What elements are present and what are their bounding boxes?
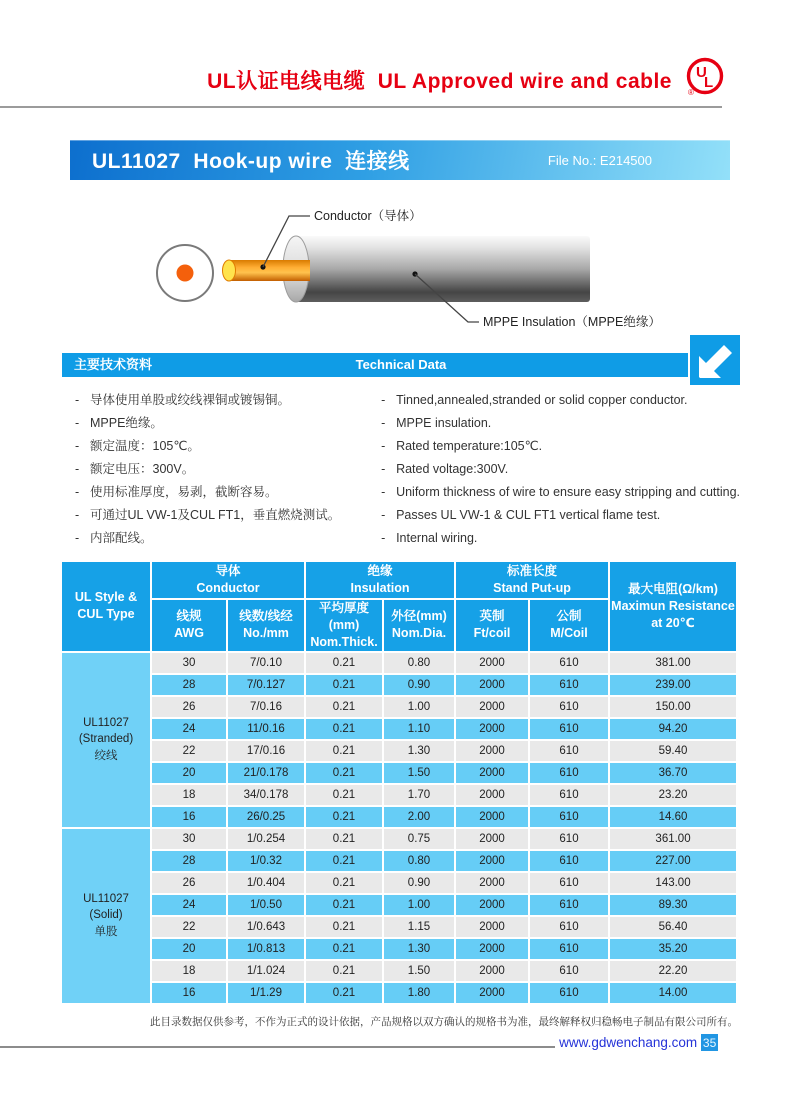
nomm-en: No./mm	[243, 626, 289, 641]
table-cell: 1/0.643	[228, 917, 304, 937]
table-cell: 2000	[456, 961, 528, 981]
table-cell: 7/0.10	[228, 653, 304, 673]
table-row	[62, 653, 736, 673]
technical-data-title-zh: 主要技术资料	[74, 357, 153, 372]
table-row	[62, 763, 736, 783]
table-cell: 610	[530, 697, 608, 717]
feature-item: - Rated temperature:105℃.	[381, 435, 740, 458]
table-cell: 1.15	[384, 917, 454, 937]
table-cell: 18	[152, 785, 226, 805]
feature-item: - 导体使用单股或绞线裸铜或镀锡铜。	[75, 389, 381, 412]
table-cell: 610	[530, 939, 608, 959]
insulation-en: Insulation	[350, 581, 410, 595]
table-cell: 0.90	[384, 873, 454, 893]
conductor-zh: 导体	[215, 564, 241, 579]
feature-item: - 额定电压：300V。	[75, 458, 381, 481]
table-cell: 610	[530, 851, 608, 871]
table-cell: 0.21	[306, 983, 382, 1003]
table-cell: 610	[530, 829, 608, 849]
table-cell: 0.21	[306, 807, 382, 827]
table-cell: 1/1.29	[228, 983, 304, 1003]
table-cell: 2000	[456, 807, 528, 827]
col-header-ft-coil	[456, 600, 528, 651]
col-header-ul-style	[62, 562, 150, 651]
table-row	[62, 719, 736, 739]
table-cell: 0.21	[306, 653, 382, 673]
table-cell: 2000	[456, 719, 528, 739]
ft-zh: 英制	[479, 609, 505, 624]
wire-body	[223, 236, 591, 302]
table-cell: 227.00	[610, 851, 736, 871]
table-cell: 0.21	[306, 851, 382, 871]
table-cell: 1/0.404	[228, 873, 304, 893]
table-cell: 610	[530, 873, 608, 893]
nomm-zh: 线数/线经	[239, 609, 293, 624]
table-cell: 30	[152, 653, 226, 673]
technical-data-title-en: Technical Data	[355, 357, 447, 372]
table-cell: 0.21	[306, 785, 382, 805]
page-footer	[0, 1031, 800, 1051]
table-cell: 1.00	[384, 895, 454, 915]
awg-en: AWG	[174, 626, 204, 641]
table-cell: 1.50	[384, 763, 454, 783]
feature-item: - MPPE insulation.	[381, 412, 740, 435]
table-cell: 22	[152, 741, 226, 761]
table-cell: 0.21	[306, 829, 382, 849]
section-label: UL11027 (Solid) 单股	[62, 829, 150, 1003]
table-cell: 2000	[456, 675, 528, 695]
table-cell: 1.10	[384, 719, 454, 739]
table-cell: 610	[530, 719, 608, 739]
table-cell: 1/0.32	[228, 851, 304, 871]
ul-logo-icon	[684, 56, 726, 103]
col-header-resistance	[610, 562, 736, 651]
dia-zh: 外径(mm)	[391, 609, 447, 624]
table-cell: 21/0.178	[228, 763, 304, 783]
table-cell: 22	[152, 917, 226, 937]
table-cell: 2000	[456, 873, 528, 893]
m-en: M/Coil	[550, 626, 588, 641]
table-row	[62, 829, 736, 849]
feature-lists	[75, 389, 740, 550]
table-cell: 11/0.16	[228, 719, 304, 739]
table-cell: 2000	[456, 917, 528, 937]
table-cell: 56.40	[610, 917, 736, 937]
conductor-label: Conductor（导体）	[314, 209, 422, 223]
table-row	[62, 807, 736, 827]
table-cell: 36.70	[610, 763, 736, 783]
table-cell: 2000	[456, 829, 528, 849]
table-cell: 610	[530, 675, 608, 695]
table-cell: 7/0.16	[228, 697, 304, 717]
table-cell: 0.21	[306, 939, 382, 959]
col-header-nom-dia	[384, 600, 454, 651]
table-cell: 1.30	[384, 741, 454, 761]
table-cell: 23.20	[610, 785, 736, 805]
table-cell: 1.70	[384, 785, 454, 805]
page-title: UL认证电线电缆 UL Approved wire and cable	[207, 69, 672, 93]
standputup-en: Stand Put-up	[493, 581, 571, 595]
conductor-en: Conductor	[196, 581, 260, 595]
table-cell: 17/0.16	[228, 741, 304, 761]
table-cell: 26/0.25	[228, 807, 304, 827]
group-header-insulation	[306, 562, 454, 598]
feature-item: - 可通过UL VW-1及CUL FT1，垂直燃烧测试。	[75, 504, 381, 527]
ft-en: Ft/coil	[473, 626, 511, 641]
table-cell: 35.20	[610, 939, 736, 959]
col-header-nom-thick	[306, 600, 382, 651]
table-cell: 0.75	[384, 829, 454, 849]
table-cell: 610	[530, 653, 608, 673]
table-cell: 1.50	[384, 961, 454, 981]
table-cell: 2000	[456, 983, 528, 1003]
arrow-down-left-icon	[688, 335, 740, 385]
section-label: UL11027 (Stranded) 绞线	[62, 653, 150, 827]
table-cell: 1.00	[384, 697, 454, 717]
table-cell: 610	[530, 917, 608, 937]
table-cell: 239.00	[610, 675, 736, 695]
group-header-stand-put-up	[456, 562, 608, 598]
feature-item: - 使用标准厚度，易剥，截断容易。	[75, 481, 381, 504]
table-cell: 1/0.254	[228, 829, 304, 849]
feature-item: - Rated voltage:300V.	[381, 458, 740, 481]
feature-item: - Internal wiring.	[381, 527, 740, 550]
feature-item: - Passes UL VW-1 & CUL FT1 vertical flame test.	[381, 504, 740, 527]
table-cell: 1/0.813	[228, 939, 304, 959]
table-row	[62, 895, 736, 915]
technical-data-bar	[62, 353, 740, 377]
table-cell: 2000	[456, 653, 528, 673]
table-cell: 2000	[456, 741, 528, 761]
table-cell: 610	[530, 741, 608, 761]
table-cell: 610	[530, 785, 608, 805]
wire-diagram	[0, 195, 800, 345]
features-chinese	[75, 389, 381, 550]
table-row	[62, 939, 736, 959]
table-cell: 28	[152, 675, 226, 695]
table-cell: 0.21	[306, 961, 382, 981]
table-cell: 0.80	[384, 653, 454, 673]
table-cell: 2000	[456, 939, 528, 959]
insulation-label: MPPE Insulation（MPPE绝缘）	[483, 315, 661, 329]
file-number: File No.: E214500	[547, 152, 652, 168]
table-row	[62, 983, 736, 1003]
standputup-zh: 标准长度	[507, 564, 558, 579]
table-cell: 610	[530, 807, 608, 827]
table-cell: 1/0.50	[228, 895, 304, 915]
table-cell: 7/0.127	[228, 675, 304, 695]
disclaimer-note: 此目录数据仅供参考，不作为正式的设计依据，产品规格以双方确认的规格书为准，最终解释权归稳畅电子制品有限公司所有。	[150, 1015, 738, 1028]
feature-item: - Tinned,annealed,stranded or solid copper conductor.	[381, 389, 740, 412]
spec-table	[60, 560, 738, 1005]
ul-style-line2: CUL Type	[77, 607, 135, 622]
table-cell: 26	[152, 697, 226, 717]
table-cell: 0.21	[306, 719, 382, 739]
header-divider	[0, 106, 722, 108]
table-cell: 2000	[456, 697, 528, 717]
m-zh: 公制	[556, 609, 582, 624]
table-cell: 2000	[456, 785, 528, 805]
table-cell: 143.00	[610, 873, 736, 893]
table-cell: 1/1.024	[228, 961, 304, 981]
product-banner	[70, 140, 730, 180]
table-cell: 24	[152, 719, 226, 739]
table-row	[62, 741, 736, 761]
table-row	[62, 873, 736, 893]
table-cell: 610	[530, 961, 608, 981]
cross-section-icon	[157, 245, 213, 301]
table-cell: 94.20	[610, 719, 736, 739]
table-cell: 20	[152, 939, 226, 959]
table-cell: 610	[530, 983, 608, 1003]
table-cell: 18	[152, 961, 226, 981]
table-cell: 20	[152, 763, 226, 783]
table-cell: 610	[530, 895, 608, 915]
table-row	[62, 697, 736, 717]
table-cell: 0.21	[306, 741, 382, 761]
insulation-zh: 绝缘	[367, 564, 393, 579]
footer-divider	[0, 1046, 555, 1048]
table-cell: 59.40	[610, 741, 736, 761]
table-cell: 28	[152, 851, 226, 871]
table-cell: 34/0.178	[228, 785, 304, 805]
col-header-awg	[152, 600, 226, 651]
table-cell: 0.21	[306, 895, 382, 915]
ul-logo-letter-l: L	[704, 74, 714, 91]
website-link[interactable]: www.gdwenchang.com	[559, 1035, 698, 1050]
thick-en: Nom.Thick.	[310, 634, 378, 649]
table-cell: 0.21	[306, 675, 382, 695]
table-cell: 0.21	[306, 697, 382, 717]
table-cell: 2000	[456, 763, 528, 783]
resistance-line3: at 20℃	[651, 615, 695, 630]
table-cell: 381.00	[610, 653, 736, 673]
table-cell: 361.00	[610, 829, 736, 849]
table-cell: 1.30	[384, 939, 454, 959]
table-cell: 14.00	[610, 983, 736, 1003]
table-cell: 2.00	[384, 807, 454, 827]
registered-mark: ®	[688, 88, 694, 97]
dia-en: Nom.Dia.	[391, 626, 447, 641]
table-cell: 30	[152, 829, 226, 849]
table-cell: 0.21	[306, 873, 382, 893]
table-row	[62, 851, 736, 871]
feature-item: - MPPE绝缘。	[75, 412, 381, 435]
resistance-line1: 最大电阻(Ω/km)	[628, 582, 718, 596]
ul-style-line1: UL Style &	[74, 590, 138, 605]
table-cell: 150.00	[610, 697, 736, 717]
table-row	[62, 675, 736, 695]
table-cell: 14.60	[610, 807, 736, 827]
group-header-conductor	[152, 562, 304, 598]
table-row	[62, 785, 736, 805]
features-english	[381, 389, 740, 550]
table-cell: 610	[530, 763, 608, 783]
product-title: UL11027 Hook-up wire 连接线	[92, 150, 410, 173]
table-cell: 0.21	[306, 763, 382, 783]
table-row	[62, 961, 736, 981]
page-number-badge: 35	[702, 1035, 717, 1050]
table-cell: 1.80	[384, 983, 454, 1003]
table-cell: 2000	[456, 895, 528, 915]
feature-item: - Uniform thickness of wire to ensure easy stripping and cutting.	[381, 481, 740, 504]
awg-zh: 线规	[176, 609, 202, 624]
table-cell: 2000	[456, 851, 528, 871]
ul-logo-letter-u: U	[696, 64, 707, 81]
table-cell: 0.90	[384, 675, 454, 695]
table-cell: 0.21	[306, 917, 382, 937]
thick-zh: 平均厚度(mm)	[318, 601, 369, 632]
feature-item: - 额定温度：105℃。	[75, 435, 381, 458]
resistance-line2: Maximun Resistance	[611, 598, 735, 613]
table-cell: 24	[152, 895, 226, 915]
table-row	[62, 917, 736, 937]
table-cell: 89.30	[610, 895, 736, 915]
col-header-m-coil	[530, 600, 608, 651]
table-cell: 16	[152, 983, 226, 1003]
page-header	[0, 0, 800, 108]
table-cell: 16	[152, 807, 226, 827]
feature-item: - 内部配线。	[75, 527, 381, 550]
table-cell: 26	[152, 873, 226, 893]
table-cell: 22.20	[610, 961, 736, 981]
table-cell: 0.80	[384, 851, 454, 871]
col-header-no-mm	[228, 600, 304, 651]
